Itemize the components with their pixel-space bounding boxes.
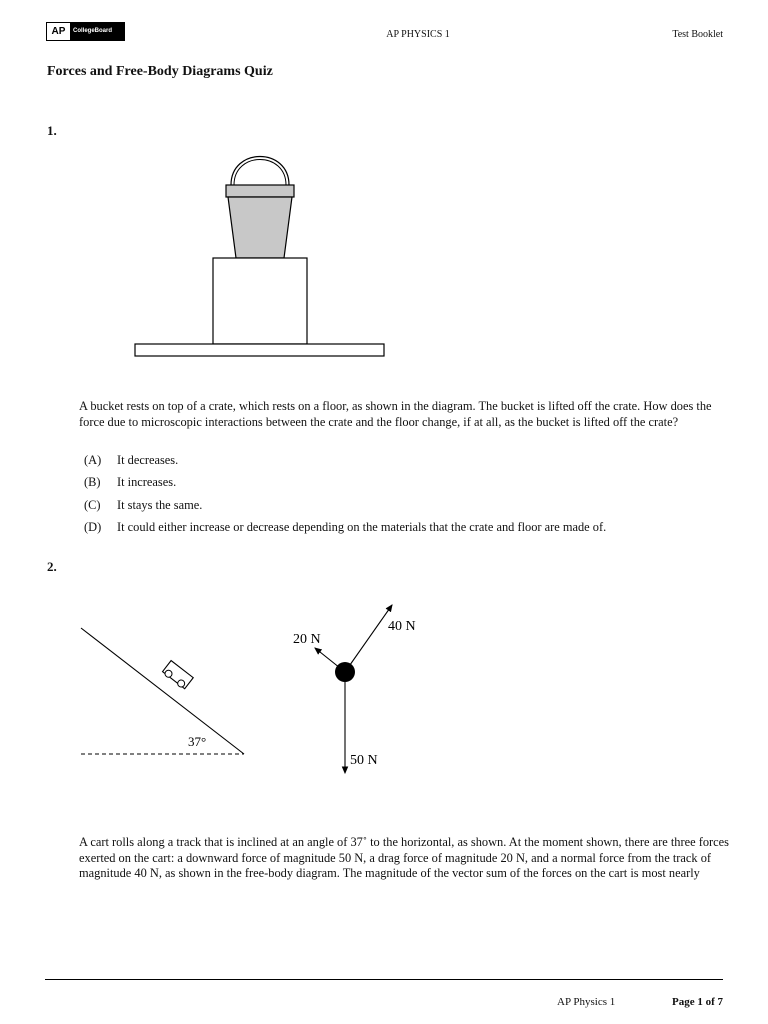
choice-letter: (D) xyxy=(84,520,102,534)
question-1-choice-c[interactable] xyxy=(84,498,202,513)
question-1-choice-b[interactable] xyxy=(84,475,176,490)
incline-angle-label: 37° xyxy=(188,734,207,749)
choice-letter: (C) xyxy=(84,498,101,512)
force-label-20n: 20 N xyxy=(293,632,321,647)
floor xyxy=(135,344,384,356)
choice-text: It decreases. xyxy=(117,453,179,467)
crate xyxy=(213,258,307,344)
incline-track xyxy=(81,628,244,754)
choice-letter: (A) xyxy=(84,453,102,467)
question-1-number: 1. xyxy=(47,123,57,138)
logo-ap-text: AP xyxy=(47,23,70,40)
logo-collegeboard-text: CollegeBoard xyxy=(70,23,124,40)
question-2-text: A cart rolls along a track that is inclined at an angle of 37˚ to the horizontal, as shown. At the moment shown, there are three forces exerted on the cart: a downward force of magnitude 50 N, a drag force of magnitude 20 N, and a normal force from the track of magnitude 40 N, as shown in the free-body diagram. The magnitude of the vector sum of the forces on the cart is most nearly xyxy=(79,835,729,880)
header-course-title: AP PHYSICS 1 xyxy=(386,29,450,40)
question-1-choice-d[interactable] xyxy=(84,520,606,535)
force-label-40n: 40 N xyxy=(388,619,416,634)
choice-text: It stays the same. xyxy=(117,498,203,512)
bucket-handle xyxy=(231,157,289,186)
choice-text: It increases. xyxy=(117,475,177,489)
question-2-number: 2. xyxy=(47,559,57,574)
choice-letter: (B) xyxy=(84,475,101,489)
question-1-choice-a[interactable] xyxy=(84,453,178,468)
choice-text: It could either increase or decrease depending on the materials that the crate and floor are made of. xyxy=(117,520,607,534)
cart xyxy=(162,661,194,690)
inclined-track-diagram xyxy=(70,595,270,765)
footer-divider xyxy=(45,979,723,980)
quiz-title: Forces and Free-Body Diagrams Quiz xyxy=(47,64,273,79)
bucket-rim xyxy=(226,185,294,197)
object-dot xyxy=(335,662,355,682)
footer-course-name: AP Physics 1 xyxy=(557,996,616,1008)
footer-page-number: Page 1 of 7 xyxy=(671,996,723,1008)
header-booklet-label: Test Booklet xyxy=(672,29,723,40)
bucket-handle-inner xyxy=(234,160,286,186)
free-body-diagram xyxy=(280,595,440,785)
force-label-50n: 50 N xyxy=(350,753,378,768)
bucket-crate-diagram xyxy=(130,145,390,365)
normal-force-arrow xyxy=(345,605,392,672)
question-1-text: A bucket rests on top of a crate, which rests on a floor, as shown in the diagram. The bucket is lifted off the crate. How does the force due to microscopic interactions between the crate and the floor change, if at all, as the bucket is lifted off the crate? xyxy=(79,399,712,429)
bucket-body xyxy=(228,197,292,258)
